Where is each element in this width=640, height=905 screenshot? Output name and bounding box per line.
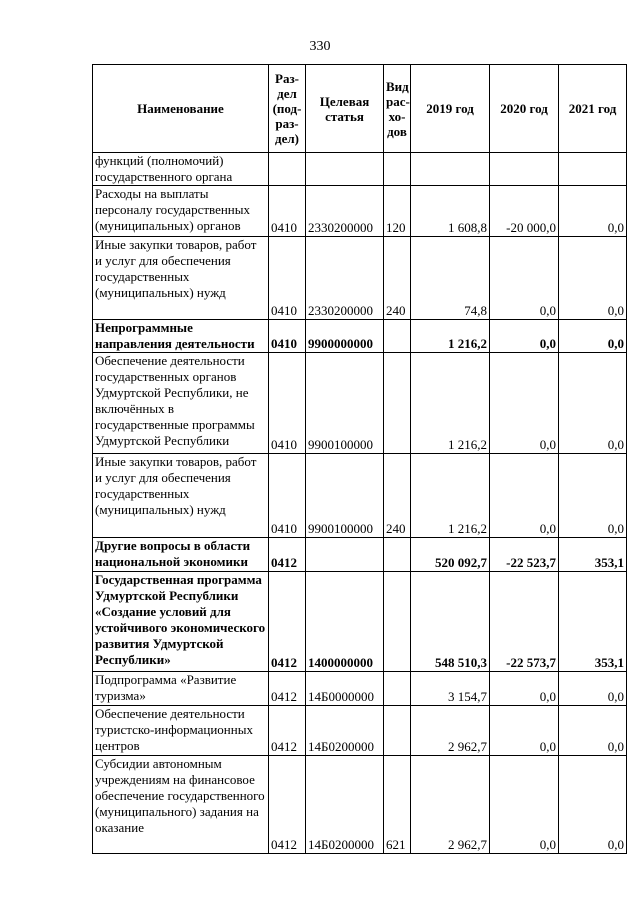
row-section: 0410 bbox=[269, 353, 306, 454]
row-2020: 0,0 bbox=[490, 320, 559, 353]
row-2019: 548 510,3 bbox=[411, 572, 490, 672]
row-2020: 0,0 bbox=[490, 672, 559, 706]
table-row bbox=[93, 153, 627, 186]
row-target bbox=[306, 538, 384, 572]
row-target: 9900100000 bbox=[306, 353, 384, 454]
row-section: 0412 bbox=[269, 672, 306, 706]
row-2020: 0,0 bbox=[490, 353, 559, 454]
row-2020: 0,0 bbox=[490, 756, 559, 854]
row-2020 bbox=[490, 153, 559, 186]
row-2020: 0,0 bbox=[490, 706, 559, 756]
row-name: Иные закупки товаров, работ и услуг для обеспечения государственных (муниципальных) нужд bbox=[93, 454, 269, 538]
page-number: 330 bbox=[309, 39, 331, 54]
row-name: функций (полномочий) государственного органа bbox=[93, 153, 269, 186]
table-row bbox=[93, 572, 627, 672]
table-row bbox=[93, 756, 627, 854]
row-2020: -22 573,7 bbox=[490, 572, 559, 672]
row-2019 bbox=[411, 153, 490, 186]
row-name: Непрограммные направления деятельности bbox=[93, 320, 269, 353]
row-target: 9900100000 bbox=[306, 454, 384, 538]
row-name: Иные закупки товаров, работ и услуг для обеспечения государственных (муниципальных) нужд bbox=[93, 237, 269, 320]
row-2021: 353,1 bbox=[559, 572, 627, 672]
row-name: Обеспечение деятельности туристско-информационных центров bbox=[93, 706, 269, 756]
table-row bbox=[93, 706, 627, 756]
row-expense-type: 240 bbox=[384, 454, 411, 538]
row-expense-type bbox=[384, 153, 411, 186]
row-2019: 74,8 bbox=[411, 237, 490, 320]
row-target: 14Б0000000 bbox=[306, 672, 384, 706]
row-2021: 0,0 bbox=[559, 237, 627, 320]
row-section: 0412 bbox=[269, 572, 306, 672]
row-expense-type: 240 bbox=[384, 237, 411, 320]
row-2020: 0,0 bbox=[490, 237, 559, 320]
row-target: 2330200000 bbox=[306, 186, 384, 237]
table-row bbox=[93, 538, 627, 572]
row-2021: 0,0 bbox=[559, 320, 627, 353]
row-section: 0410 bbox=[269, 186, 306, 237]
row-expense-type bbox=[384, 353, 411, 454]
row-2020: -20 000,0 bbox=[490, 186, 559, 237]
row-section: 0412 bbox=[269, 756, 306, 854]
row-2019: 2 962,7 bbox=[411, 706, 490, 756]
row-2021: 353,1 bbox=[559, 538, 627, 572]
table-row bbox=[93, 672, 627, 706]
row-2021: 0,0 bbox=[559, 672, 627, 706]
row-expense-type bbox=[384, 706, 411, 756]
row-section: 0410 bbox=[269, 320, 306, 353]
header-target: Целевая статья bbox=[306, 65, 384, 153]
table-row bbox=[93, 186, 627, 237]
header-section: Раз- дел (под- раз- дел) bbox=[269, 65, 306, 153]
table-row bbox=[93, 320, 627, 353]
header-2021: 2021 год bbox=[559, 65, 627, 153]
row-2019: 1 216,2 bbox=[411, 353, 490, 454]
row-target bbox=[306, 153, 384, 186]
table-row bbox=[93, 454, 627, 538]
row-expense-type: 120 bbox=[384, 186, 411, 237]
row-expense-type bbox=[384, 672, 411, 706]
row-expense-type: 621 bbox=[384, 756, 411, 854]
row-expense-type bbox=[384, 320, 411, 353]
row-target: 2330200000 bbox=[306, 237, 384, 320]
row-2020: -22 523,7 bbox=[490, 538, 559, 572]
row-target: 1400000000 bbox=[306, 572, 384, 672]
header-row bbox=[93, 65, 627, 153]
row-2019: 1 608,8 bbox=[411, 186, 490, 237]
header-name: Наименование bbox=[93, 65, 269, 153]
table-row bbox=[93, 353, 627, 454]
row-section: 0412 bbox=[269, 538, 306, 572]
row-section bbox=[269, 153, 306, 186]
header-2019: 2019 год bbox=[411, 65, 490, 153]
row-2021: 0,0 bbox=[559, 454, 627, 538]
row-target: 14Б0200000 bbox=[306, 706, 384, 756]
row-target: 9900000000 bbox=[306, 320, 384, 353]
row-section: 0410 bbox=[269, 454, 306, 538]
row-expense-type bbox=[384, 538, 411, 572]
row-2019: 3 154,7 bbox=[411, 672, 490, 706]
row-2020: 0,0 bbox=[490, 454, 559, 538]
row-section: 0410 bbox=[269, 237, 306, 320]
header-2020: 2020 год bbox=[490, 65, 559, 153]
row-2021: 0,0 bbox=[559, 756, 627, 854]
row-2021: 0,0 bbox=[559, 706, 627, 756]
row-section: 0412 bbox=[269, 706, 306, 756]
row-2019: 520 092,7 bbox=[411, 538, 490, 572]
row-target: 14Б0200000 bbox=[306, 756, 384, 854]
row-2021: 0,0 bbox=[559, 186, 627, 237]
row-2019: 1 216,2 bbox=[411, 320, 490, 353]
row-2019: 1 216,2 bbox=[411, 454, 490, 538]
row-name: Субсидии автономным учреждениям на финансовое обеспечение государственного (муниципального) задания на оказание bbox=[93, 756, 269, 854]
row-2021 bbox=[559, 153, 627, 186]
row-name: Расходы на выплаты персоналу государственных (муниципальных) органов bbox=[93, 186, 269, 237]
row-name: Государственная программа Удмуртской Республики «Создание условий для устойчивого экономического развития Удмуртской Республики» bbox=[93, 572, 269, 672]
row-name: Другие вопросы в области национальной экономики bbox=[93, 538, 269, 572]
header-expense-type: Вид рас- хо- дов bbox=[384, 65, 411, 153]
row-2021: 0,0 bbox=[559, 353, 627, 454]
row-2019: 2 962,7 bbox=[411, 756, 490, 854]
row-name: Подпрограмма «Развитие туризма» bbox=[93, 672, 269, 706]
table-row bbox=[93, 237, 627, 320]
row-name: Обеспечение деятельности государственных органов Удмуртской Республики, не включённых в государственные программы Удмуртской Республики bbox=[93, 353, 269, 454]
budget-table bbox=[92, 64, 627, 854]
row-expense-type bbox=[384, 572, 411, 672]
